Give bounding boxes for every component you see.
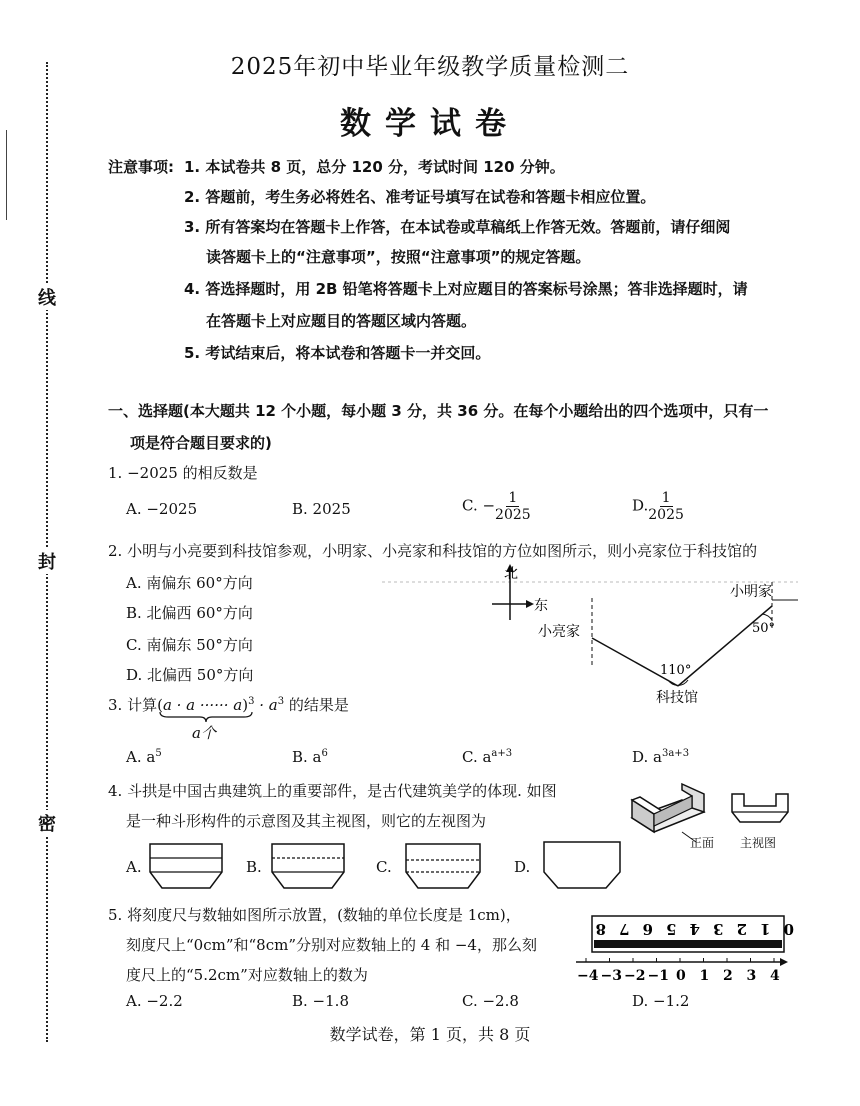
binding-char-mi: 密 bbox=[36, 810, 58, 836]
east-label: 东 bbox=[534, 598, 548, 614]
q1-option-b: B. 2025 bbox=[292, 500, 351, 518]
axis-tick-label: 1 bbox=[699, 968, 710, 984]
line-museum-xiaoming bbox=[678, 606, 772, 686]
q3-brace-label: a个 bbox=[192, 724, 216, 742]
q3-option-b: B. $a^6$ bbox=[292, 748, 328, 766]
q5-line2: 刻度尺上“0cm”和“8cm”分别对应数轴上的 4 和 −4，那么刻 bbox=[126, 936, 537, 954]
q4-option-d-label: D. bbox=[514, 858, 531, 876]
main-view-label: 主视图 bbox=[740, 836, 777, 850]
front-label: 正面 bbox=[690, 836, 715, 850]
axis-tick-label: −1 bbox=[647, 968, 669, 984]
line-xiaoliang-museum bbox=[592, 638, 678, 686]
axis-tick-label: 0 bbox=[676, 968, 686, 984]
q5-line3: 度尺上的“5.2cm”对应数轴上的数为 bbox=[126, 966, 368, 984]
angle-50-label: 50° bbox=[752, 621, 776, 636]
q2-option-a: A. 南偏东 60°方向 bbox=[126, 574, 253, 592]
ruler-digit: 2 bbox=[736, 920, 747, 938]
museum-label: 科技馆 bbox=[656, 690, 698, 706]
q1-option-a: A. −2025 bbox=[126, 500, 198, 518]
q1-stem: 1. −2025 的相反数是 bbox=[108, 464, 258, 482]
angle-110-label: 110° bbox=[660, 663, 692, 678]
note-2: 2. 答题前，考生务必将姓名、准考证号填写在试卷和答题卡相应位置。 bbox=[184, 188, 656, 206]
axis-tick-label: 3 bbox=[746, 968, 757, 984]
binding-char-xian: 线 bbox=[36, 284, 58, 310]
q1-option-d: D. $\frac{1}{2025}$ bbox=[632, 490, 684, 523]
q5-option-c: C. −2.8 bbox=[462, 992, 519, 1010]
ruler-band bbox=[594, 940, 782, 948]
note-1: 1. 本试卷共 8 页，总分 120 分，考试时间 120 分钟。 bbox=[184, 158, 565, 176]
q2-option-b: B. 北偏西 60°方向 bbox=[126, 604, 253, 622]
q4-option-d-figure bbox=[542, 840, 622, 890]
q2-option-c: C. 南偏东 50°方向 bbox=[126, 636, 253, 654]
ruler-digit: 3 bbox=[713, 920, 724, 938]
q5-line1: 5. 将刻度尺与数轴如图所示放置，(数轴的单位长度是 1cm)， bbox=[108, 906, 521, 924]
note-5: 5. 考试结束后，将本试卷和答题卡一并交回。 bbox=[184, 344, 491, 362]
north-label: 北 bbox=[504, 566, 518, 582]
xiaoming-label: 小明家 bbox=[730, 584, 772, 600]
q4-option-a-figure bbox=[148, 842, 224, 890]
axis-tick-label: 4 bbox=[770, 968, 780, 984]
q4-line2: 是一种斗形构件的示意图及其主视图，则它的左视图为 bbox=[126, 812, 487, 830]
note-4a: 4. 答选择题时，用 2B 铅笔将答题卡上对应题目的答案标号涂黑；答非选择题时，请 bbox=[184, 280, 748, 298]
ruler-digit: 8 bbox=[595, 920, 606, 938]
q4-line1: 4. 斗拱是中国古典建筑上的重要部件，是古代建筑美学的体现. 如图 bbox=[108, 782, 557, 800]
ruler-digit: 1 bbox=[760, 920, 771, 938]
margin-mark bbox=[6, 130, 7, 220]
q3-option-a: A. $a^5$ bbox=[126, 748, 162, 766]
q4-option-c-label: C. bbox=[376, 858, 392, 876]
east-arrowhead bbox=[526, 600, 534, 608]
note-3a: 3. 所有答案均在答题卡上作答，在本试卷或草稿纸上作答无效。答题前，请仔细阅 bbox=[184, 218, 731, 236]
q5-option-a: A. −2.2 bbox=[126, 992, 183, 1010]
ruler-digit: 5 bbox=[666, 920, 677, 938]
axis-tick-label: −4 bbox=[577, 968, 599, 984]
ruler-digit: 7 bbox=[619, 920, 630, 938]
page-title: 数学试卷 bbox=[340, 106, 520, 142]
page-footer: 数学试卷，第 1 页，共 8 页 bbox=[329, 1025, 531, 1044]
ruler-digit: 6 bbox=[642, 920, 653, 938]
q4-option-c-figure bbox=[404, 842, 482, 890]
main-view-figure bbox=[730, 792, 790, 824]
q4-option-b-figure bbox=[270, 842, 346, 890]
section-heading: 一、选择题(本大题共 12 个小题，每小题 3 分，共 36 分。在每个小题给出的四个选项中，只有一 bbox=[108, 402, 769, 420]
binding-char-feng: 封 bbox=[36, 548, 58, 574]
note-4b: 在答题卡上对应题目的答题区域内答题。 bbox=[206, 312, 477, 330]
angle-arc-50 bbox=[762, 614, 772, 620]
axis-tick-label: 2 bbox=[723, 968, 733, 984]
q2-direction-figure bbox=[380, 560, 800, 710]
xiaoliang-label: 小亮家 bbox=[538, 624, 580, 640]
q3-option-c: C. $a^{a+3}$ bbox=[462, 748, 513, 766]
notes-label: 注意事项: bbox=[108, 158, 174, 176]
ruler-digit: 4 bbox=[689, 920, 700, 938]
section-heading-cont: 项是符合题目要求的) bbox=[130, 434, 272, 452]
axis-tick-label: −3 bbox=[600, 968, 622, 984]
q5-option-b: B. −1.8 bbox=[292, 992, 349, 1010]
axis-tick-label: −2 bbox=[624, 968, 646, 984]
q3-stem: 3. 计算(a · a ······ $a)^3 \cdot a^3$ 的结果是 bbox=[108, 696, 349, 714]
q5-option-d: D. −1.2 bbox=[632, 992, 690, 1010]
exam-header: 2025年初中毕业年级教学质量检测二 bbox=[230, 54, 630, 80]
q1-option-c: C. − $\frac{1}{2025}$ bbox=[462, 490, 531, 523]
note-3b: 读答题卡上的“注意事项”，按照“注意事项”的规定答题。 bbox=[206, 248, 591, 266]
q2-option-d: D. 北偏西 50°方向 bbox=[126, 666, 254, 684]
q4-option-b-label: B. bbox=[246, 858, 262, 876]
q3-option-d: D. $a^{3a+3}$ bbox=[632, 748, 690, 766]
q2-stem: 2. 小明与小亮要到科技馆参观，小明家、小亮家和科技馆的方位如图所示，则小亮家位于科技馆的 bbox=[108, 542, 758, 560]
q5-ruler-figure bbox=[572, 914, 792, 988]
axis-arrowhead bbox=[780, 958, 788, 966]
ruler-digit: 0 bbox=[783, 920, 794, 938]
q4-option-a-label: A. bbox=[126, 858, 142, 876]
